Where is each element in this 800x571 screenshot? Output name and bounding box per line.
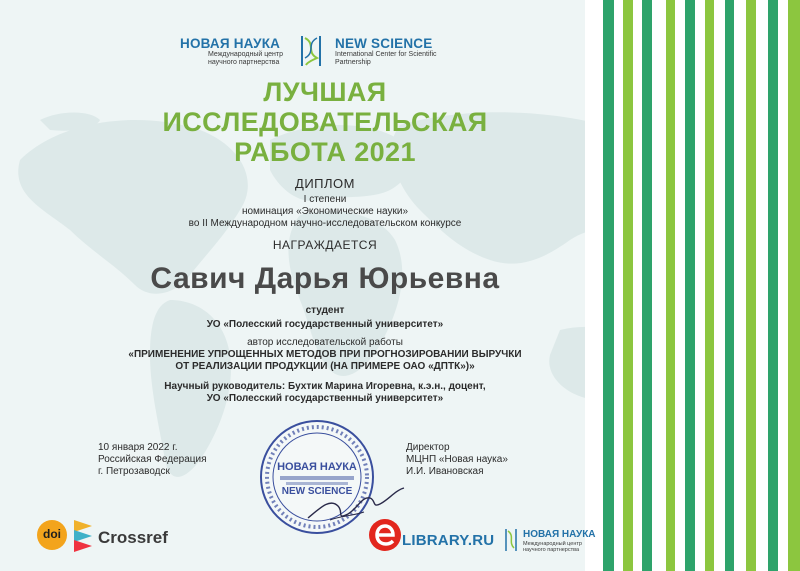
- award-title-line-1: ЛУЧШАЯ: [263, 77, 387, 107]
- header-logo: [180, 34, 450, 74]
- nomination-label: номинация «Экономические науки»: [241, 206, 409, 217]
- elibrary-logo-main: LIBRARY: [402, 532, 468, 549]
- stamp-title-ru: НОВАЯ НАУКА: [277, 461, 357, 473]
- crossref-logo-text: Crossref: [98, 528, 168, 547]
- signatory-name: И.И. Ивановская: [406, 466, 484, 477]
- logo-ru-subtitle: Международный центр научного партнерства: [208, 51, 284, 66]
- small-logo-title: НОВАЯ НАУКА: [523, 529, 596, 540]
- elibrary-icon: [368, 518, 402, 552]
- recipient-role: студент: [305, 305, 345, 316]
- stamp-title-en: NEW SCIENCE: [281, 486, 353, 497]
- dna-helix-icon: [298, 34, 324, 68]
- small-dna-helix-icon: [503, 528, 519, 552]
- award-title: [60, 77, 590, 167]
- issue-date: 10 января 2022 г.: [98, 442, 178, 453]
- issue-info: [98, 442, 207, 478]
- recipient-organization: УО «Полесский государственный университет»: [206, 319, 444, 330]
- work-title-line-2: ОТ РЕАЛИЗАЦИИ ПРОДУКЦИИ (НА ПРИМЕРЕ ОАО «ДПТК»)»: [175, 361, 475, 372]
- diploma-label: ДИПЛОМ: [295, 176, 355, 191]
- award-title-line-3: РАБОТА 2021: [234, 137, 416, 167]
- small-logo-subtitle: Международный центр научного партнерства: [523, 541, 582, 553]
- issue-country: Российская Федерация: [98, 454, 207, 465]
- recipient-name: Савич Дарья Юрьевна: [150, 262, 500, 295]
- signatory-position: Директор: [406, 442, 450, 453]
- decorative-stripes: [585, 0, 800, 571]
- doi-logo: [37, 520, 67, 550]
- awarded-label: НАГРАЖДАЕТСЯ: [272, 238, 378, 252]
- logo-en-title: NEW SCIENCE: [335, 36, 433, 51]
- author-line: автор исследовательской работы: [247, 337, 403, 348]
- work-title-line-1: «ПРИМЕНЕНИЕ УПРОЩЕННЫХ МЕТОДОВ ПРИ ПРОГНОЗИРОВАНИИ ВЫРУЧКИ: [128, 349, 522, 360]
- signatory-info: [406, 442, 508, 478]
- award-title-line-2: ИССЛЕДОВАТЕЛЬСКАЯ: [162, 107, 488, 137]
- contest-label: во II Международном научно-исследовательском конкурсе: [188, 218, 462, 229]
- doi-logo-text: doi: [43, 527, 61, 541]
- issue-city: г. Петрозаводск: [98, 466, 170, 477]
- elibrary-logo-text: [402, 532, 494, 549]
- supervisor-organization: УО «Полесский государственный университет»: [206, 393, 444, 404]
- degree-label: I степени: [303, 194, 347, 205]
- supervisor-line: Научный руководитель: Бухтик Марина Игоревна, к.э.н., доцент,: [164, 381, 486, 392]
- elibrary-logo-suffix: .RU: [467, 532, 495, 549]
- signatory-company: МЦНП «Новая наука»: [406, 454, 508, 465]
- logo-ru-title: НОВАЯ НАУКА: [180, 36, 281, 51]
- logo-en-subtitle: International Center for Scientific Partnership: [335, 51, 437, 66]
- crossref-icon: [72, 518, 94, 552]
